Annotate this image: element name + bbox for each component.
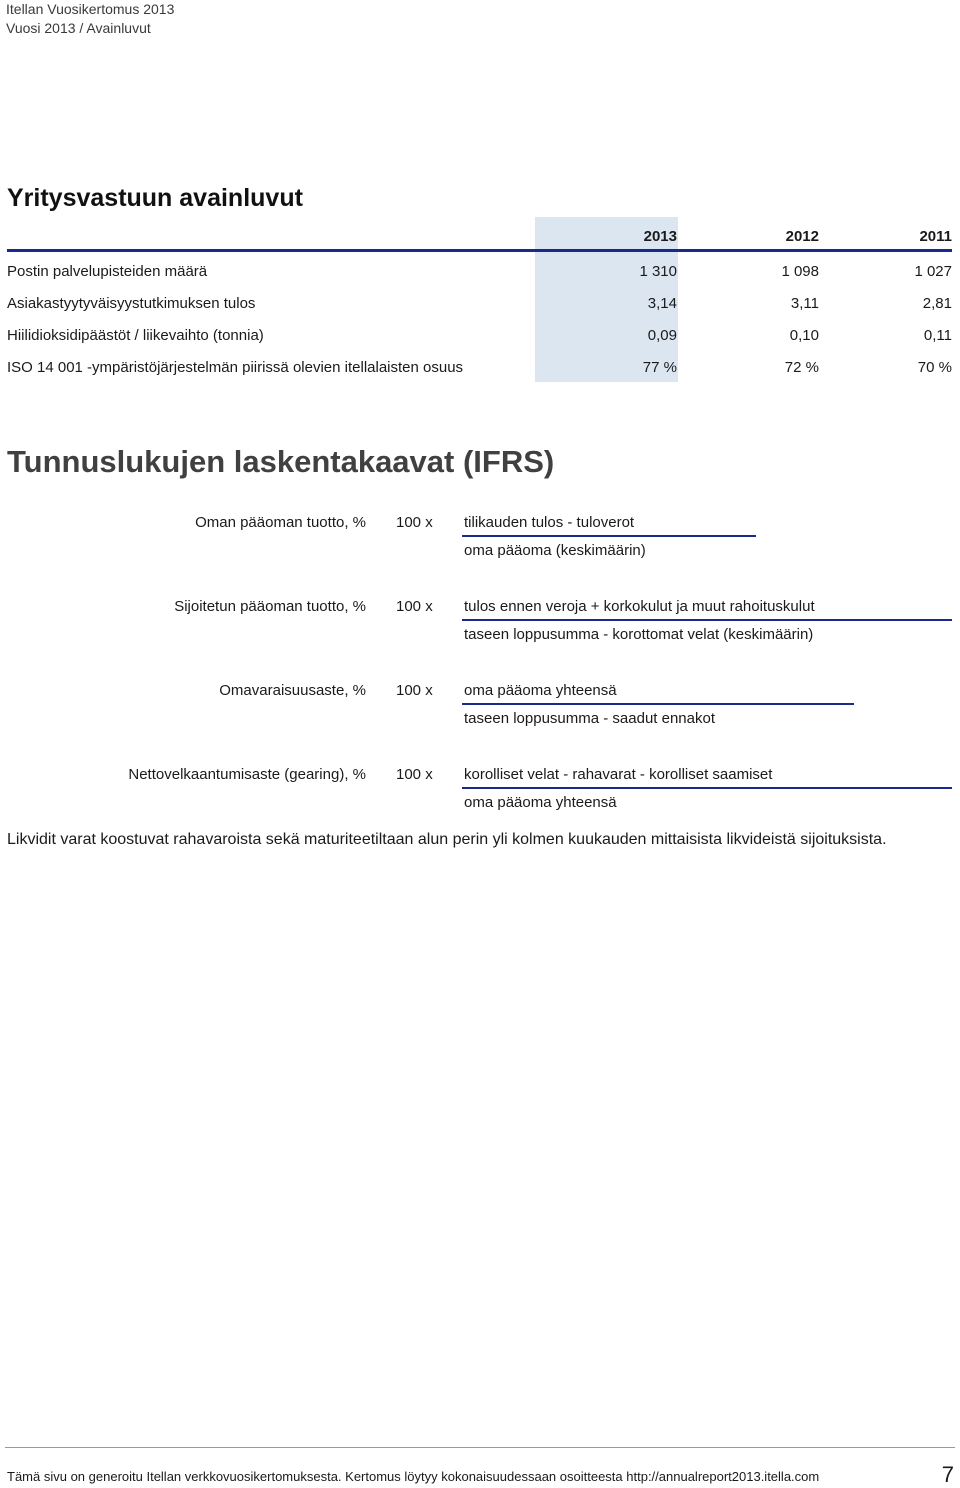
- fraction-line: [462, 619, 952, 621]
- liquid-assets-note: Likvidit varat koostuvat rahavaroista sekä maturiteetiltaan alun perin yli kolmen kuukauden mittaisista likvideistä sijoituksista.: [7, 831, 887, 848]
- value-2012: 72 %: [784, 359, 819, 376]
- formula-name: Oman pääoman tuotto, %: [195, 514, 366, 531]
- formula-multiplier: 100 x: [396, 598, 433, 615]
- row-label: Postin palvelupisteiden määrä: [7, 263, 208, 280]
- formula-multiplier: 100 x: [396, 682, 433, 699]
- key-figures-title: Yritysvastuun avainluvut: [7, 184, 303, 212]
- formula-gearing: [0, 766, 960, 826]
- formula-multiplier: 100 x: [396, 766, 433, 783]
- formula-return-on-equity: [0, 514, 960, 574]
- year-2012: 2012: [785, 228, 819, 245]
- formula-numerator: oma pääoma yhteensä: [464, 682, 617, 699]
- footer-rule: [5, 1447, 955, 1448]
- year-2011: 2011: [919, 228, 952, 245]
- row-label: Asiakastyytyväisyystutkimuksen tulos: [7, 295, 256, 312]
- table-row: [7, 263, 952, 295]
- formula-denominator: taseen loppusumma - saadut ennakot: [464, 710, 715, 727]
- formula-name: Sijoitetun pääoman tuotto, %: [174, 598, 366, 615]
- table-row: [7, 295, 952, 327]
- formula-name: Nettovelkaantumisaste (gearing), %: [128, 766, 366, 783]
- table-row: [7, 359, 952, 391]
- header-line-2: Vuosi 2013 / Avainluvut: [6, 20, 151, 36]
- fraction-line: [462, 703, 854, 705]
- value-2013: 3,14: [647, 295, 677, 312]
- formula-denominator: taseen loppusumma - korottomat velat (keskimäärin): [464, 626, 814, 643]
- value-2012: 3,11: [790, 295, 819, 312]
- footer-text: Tämä sivu on generoitu Itellan verkkovuosikertomuksesta. Kertomus löytyy kokonaisuudessaan osoitteesta http://annualreport2013.itella.com: [7, 1469, 820, 1484]
- table-header-rule: [7, 249, 952, 252]
- row-label: Hiilidioksidipäästöt / liikevaihto (tonnia): [7, 327, 264, 344]
- formula-denominator: oma pääoma (keskimäärin): [464, 542, 646, 559]
- year-2013: 2013: [643, 228, 677, 245]
- value-2013: 1 310: [639, 263, 677, 280]
- formula-equity-ratio: [0, 682, 960, 742]
- value-2013: 0,09: [647, 327, 677, 344]
- value-2013: 77 %: [642, 359, 677, 376]
- formula-numerator: tulos ennen veroja + korkokulut ja muut rahoituskulut: [464, 598, 815, 615]
- year-header-row: [7, 228, 952, 260]
- page-number: 7: [941, 1462, 954, 1487]
- fraction-line: [462, 535, 756, 537]
- value-2011: 0,11: [923, 327, 952, 344]
- formula-denominator: oma pääoma yhteensä: [464, 794, 617, 811]
- value-2011: 2,81: [922, 295, 952, 312]
- formula-numerator: korolliset velat - rahavarat - korolliset saamiset: [464, 766, 773, 783]
- header-line-1: Itellan Vuosikertomus 2013: [6, 1, 175, 17]
- fraction-line: [462, 787, 952, 789]
- value-2012: 1 098: [781, 263, 819, 280]
- formula-multiplier: 100 x: [396, 514, 433, 531]
- formula-numerator: tilikauden tulos - tuloverot: [464, 514, 635, 531]
- formulas-title: Tunnuslukujen laskentakaavat (IFRS): [7, 444, 555, 479]
- row-label: ISO 14 001 -ympäristöjärjestelmän piirissä olevien itellalaisten osuus: [7, 359, 464, 376]
- value-2012: 0,10: [789, 327, 819, 344]
- formula-return-on-investment: [0, 598, 960, 658]
- value-2011: 1 027: [914, 263, 952, 280]
- value-2011: 70 %: [917, 359, 952, 376]
- formula-name: Omavaraisuusaste, %: [219, 682, 366, 699]
- table-row: [7, 327, 952, 359]
